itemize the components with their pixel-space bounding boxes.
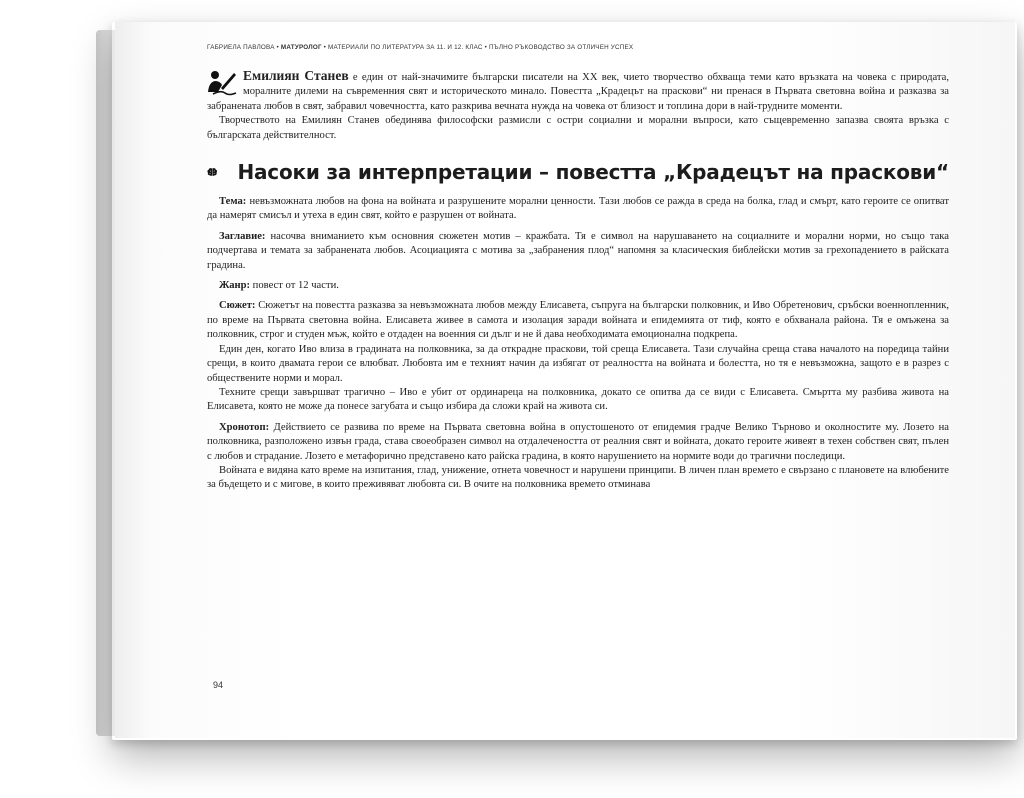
header-series: МАТУРОЛОГ [280,44,322,51]
chronotope-label: Хронотоп: [219,421,270,433]
plot-paragraph-3: Техните срещи завършват трагично – Иво е убит от ординареца на полковника, докато се опитва да се види с Елисавета. Смъртта му разбива живота на Елисавета, която не може да понесе загубата и също избира да сложи край на живота си. [207,386,949,413]
section-heading [207,159,949,185]
author-bio [207,69,949,143]
brain-icon [207,159,217,185]
bio-text-2: Творчеството на Емилиян Станев обединява философски размисли с остри социални и морални въпроси, като същевременно запазва своята връзка с българската действителност. [207,115,949,141]
chronotope-paragraph: Хронотоп: Действието се развива по време на Първата световна война в опустошеното от епидемия градче Велико Търново и околностите му. Лозето на полковника, разположено извън града, става своеобразен символ на отдалечеността от реалния свят и войната, докато героите живеят в техен собствен свят, пълен с любов и страдание. Лозето е метафорично представено като райска градина, в която нарушението на нормите води до трагични последици. [207,421,949,462]
writer-icon [207,70,237,96]
theme-paragraph: Тема: невъзможната любов на фона на войната и разрушените морални ценности. Тази любов се ражда в среда на болка, глад и смърт, като героите се опитват да намерят смисъл и утеха в един свят, който е разрушен от войната. [207,196,949,222]
title-paragraph: Заглавие: насочва вниманието към основния сюжетен мотив – кражбата. Тя е символ на нарушаването на социалните и морални норми, но също така подчертава и темата за забранената любов. Асоциацията с мотива за „забранения плод“ напомня за класическия библейски мотив за грехопадението в райската градина. [207,230,949,271]
running-header: ГАБРИЕЛА ПАВЛОВА • МАТУРОЛОГ • МАТЕРИАЛИ ПО ЛИТЕРАТУРА ЗА 11. И 12. КЛАС • ПЪЛНО РЪКОВОДСТВО ЗА ОТЛИЧЕН УСПЕХ [207,44,634,51]
genre-label: Жанр: [219,280,251,292]
plot-paragraph: Сюжет: Сюжетът на повестта разказва за невъзможната любов между Елисавета, съпруга на български полковник, и Иво Обретенович, сръбски военнопленник, по време на Първата световна война. Елисавета живее в самота и изолация заради войната и епидемията от тиф, която е обхванала района. Тя е омъжена за полковник, строг и студен мъж, който е отдаден на военния си дълг и не й дава необходимата емоционална подкрепа. [207,300,949,341]
plot-paragraph-2: Един ден, когато Иво влиза в градината на полковника, за да открадне праскови, той среща Елисавета. Тази случайна среща става началото на поредица тайни срещи, в които двамата герои се влюбват. Любовта им е техният начин да избягат от реалността на войната и болестта, но тя е невъзможна, защото е в разрез с обществените норми и морал. [207,343,949,384]
section-title: Насоки за интерпретации – повестта „Крадецът на праскови“ [237,160,949,185]
book-page [115,22,1015,738]
header-tagline: ПЪЛНО РЪКОВОДСТВО ЗА ОТЛИЧЕН УСПЕХ [488,44,634,51]
theme-label: Тема: [219,196,247,208]
bio-text: е един от най-значимите български писатели на XX век, чието творчество обхваща теми като връзката на човека с природата, моралните дилеми на съвременния свят и историческото минало. Повестта „Крадецът на праскови“ ни пренася в Първата световна война и разказва за забранената любов в свят, забравил човечността, като разкрива вечната нужда на човека от близост и топлина дори в най-трудните моменти. [207,72,950,112]
chronotope-paragraph-2: Войната е видяна като време на изпитания, глад, унижение, отнета човечност и нарушени принципи. В личен план времето е свързано с плановете на влюбените за бъдещето и с мигове, в които преживяват любовта си. В очите на полковника времето отминава [207,464,949,491]
header-subtitle: МАТЕРИАЛИ ПО ЛИТЕРАТУРА ЗА 11. И 12. КЛАС [328,44,483,51]
plot-label: Сюжет: [219,300,256,312]
header-author: ГАБРИЕЛА ПАВЛОВА [207,44,275,51]
genre-paragraph: Жанр: повест от 12 части. [219,280,339,292]
page-number: 94 [213,680,224,690]
author-name: Емилиян Станев [243,68,349,83]
title-label: Заглавие: [219,230,266,242]
page-content [207,44,949,493]
